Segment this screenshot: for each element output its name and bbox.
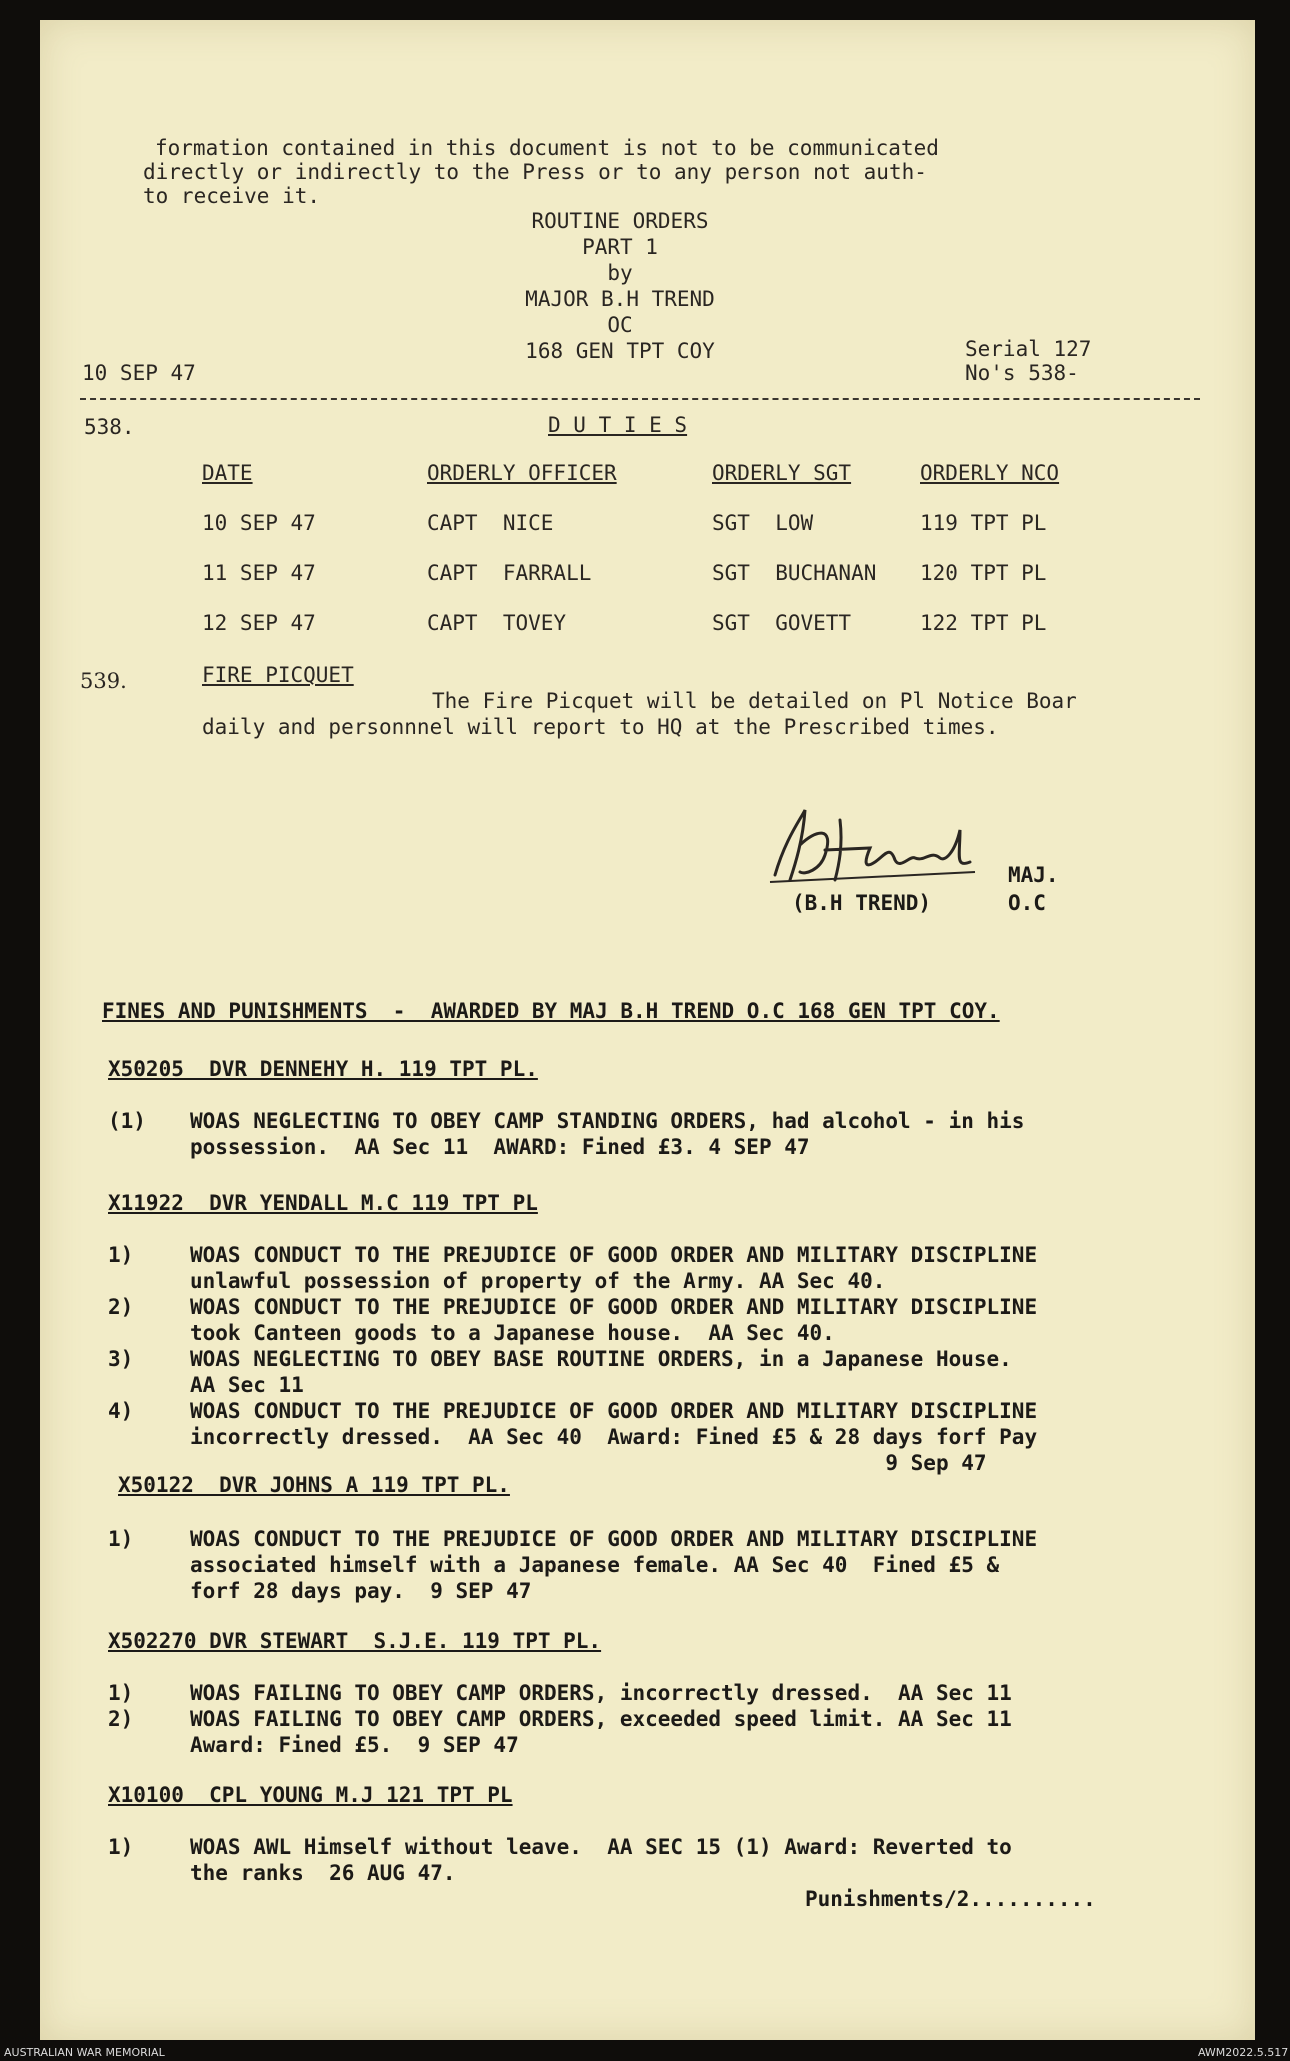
duties-cell: 119 TPT PL [920, 511, 1047, 535]
serial-number: Serial 127 [965, 337, 1092, 361]
fines-line-text: possession. AA Sec 11 AWARD: Fined £3. 4 SEP 47 [190, 1135, 810, 1159]
fines-line-text: incorrectly dressed. AA Sec 40 Award: Fined £5 & 28 days forf Pay [190, 1425, 1038, 1449]
fines-line-num: 4) [108, 1399, 134, 1423]
duties-title: D U T I E S [548, 413, 688, 437]
document-sheet [40, 20, 1255, 2040]
fines-line-num: (1) [108, 1109, 146, 1133]
security-line-1: formation contained in this document is not to be communicated [155, 136, 939, 160]
duties-col-officer: ORDERLY OFFICER [427, 461, 617, 485]
duties-col-sgt: ORDERLY SGT [712, 461, 852, 485]
fines-line-text: WOAS CONDUCT TO THE PREJUDICE OF GOOD ORDER AND MILITARY DISCIPLINE [190, 1527, 1038, 1551]
duties-cell: SGT GOVETT [712, 611, 852, 635]
continuation-note: Punishments/2.......... [805, 1887, 1096, 1911]
title-line: by [607, 261, 633, 285]
fines-entry-header: X502270 DVR STEWART S.J.E. 119 TPT PL. [108, 1629, 602, 1653]
fines-line-text: WOAS AWL Himself without leave. AA SEC 15 (1) Award: Reverted to [190, 1835, 1012, 1859]
title-line: PART 1 [582, 235, 658, 259]
fines-line-text: Award: Fined £5. 9 SEP 47 [190, 1733, 519, 1757]
fines-line-num: 1) [108, 1681, 134, 1705]
duties-cell: 10 SEP 47 [202, 511, 316, 535]
fines-line-text: WOAS FAILING TO OBEY CAMP ORDERS, exceeded speed limit. AA Sec 11 [190, 1707, 1012, 1731]
fines-line-text: WOAS CONDUCT TO THE PREJUDICE OF GOOD ORDER AND MILITARY DISCIPLINE [190, 1295, 1038, 1319]
fines-line-text: WOAS NEGLECTING TO OBEY BASE ROUTINE ORDERS, in a Japanese House. [190, 1347, 1012, 1371]
title-line: 168 GEN TPT COY [525, 339, 715, 363]
fines-line-text: WOAS CONDUCT TO THE PREJUDICE OF GOOD ORDER AND MILITARY DISCIPLINE [190, 1399, 1038, 1423]
fines-line-text: WOAS NEGLECTING TO OBEY CAMP STANDING ORDERS, had alcohol - in his [190, 1109, 1025, 1133]
fines-line-num: 1) [108, 1243, 134, 1267]
signature-rank: MAJ. [1008, 863, 1059, 887]
fines-line-text: AA Sec 11 [190, 1373, 304, 1397]
duties-cell: CAPT NICE [427, 511, 554, 535]
fines-line-text: WOAS FAILING TO OBEY CAMP ORDERS, incorrectly dressed. AA Sec 11 [190, 1681, 1012, 1705]
duties-col-nco: ORDERLY NCO [920, 461, 1060, 485]
signature-role: O.C [1008, 891, 1046, 915]
title-line: ROUTINE ORDERS [531, 209, 709, 233]
divider-line [80, 398, 1200, 400]
fines-line-text: forf 28 days pay. 9 SEP 47 [190, 1579, 532, 1603]
handwritten-signature [755, 800, 1015, 890]
fines-line-text: took Canteen goods to a Japanese house. AA Sec 40. [190, 1321, 835, 1345]
fines-line-text: the ranks 26 AUG 47. [190, 1861, 456, 1885]
footer-right: AWM2022.5.517 [1198, 2046, 1289, 2059]
security-line-2: directly or indirectly to the Press or to any person not auth- [143, 160, 927, 184]
fines-line-text: 9 Sep 47 [190, 1451, 987, 1475]
duties-cell: SGT BUCHANAN [712, 561, 877, 585]
fines-line-text: WOAS CONDUCT TO THE PREJUDICE OF GOOD ORDER AND MILITARY DISCIPLINE [190, 1243, 1038, 1267]
duties-col-date: DATE [202, 461, 253, 485]
footer-left: AUSTRALIAN WAR MEMORIAL [4, 2046, 165, 2059]
fire-picquet-line-1: The Fire Picquet will be detailed on Pl Notice Boar [432, 689, 1077, 713]
duties-number: 538. [84, 415, 135, 439]
fines-line-num: 1) [108, 1835, 134, 1859]
fire-picquet-line-2: daily and personnnel will report to HQ at the Prescribed times. [202, 715, 999, 739]
duties-cell: 11 SEP 47 [202, 561, 316, 585]
security-line-3: to receive it. [143, 184, 321, 208]
fines-entry-header: X50205 DVR DENNEHY H. 119 TPT PL. [108, 1057, 538, 1081]
fines-entry-header: X11922 DVR YENDALL M.C 119 TPT PL [108, 1191, 538, 1215]
fines-line-num: 2) [108, 1707, 134, 1731]
fines-line-num: 3) [108, 1347, 134, 1371]
order-date: 10 SEP 47 [82, 361, 196, 385]
order-numbers: No's 538- [965, 361, 1079, 385]
title-line: OC [607, 313, 633, 337]
duties-cell: CAPT TOVEY [427, 611, 567, 635]
fines-heading: FINES AND PUNISHMENTS - AWARDED BY MAJ B.H TREND O.C 168 GEN TPT COY. [102, 999, 1000, 1023]
duties-cell: SGT LOW [712, 511, 814, 535]
fire-picquet-number: 539. [80, 669, 127, 693]
fines-line-num: 2) [108, 1295, 134, 1319]
fines-entry-header: X10100 CPL YOUNG M.J 121 TPT PL [108, 1783, 513, 1807]
fines-line-text: unlawful possession of property of the Army. AA Sec 40. [190, 1269, 886, 1293]
fire-picquet-title: FIRE PICQUET [202, 663, 354, 687]
title-line: MAJOR B.H TREND [525, 287, 715, 311]
title-block [420, 208, 820, 364]
duties-cell: 120 TPT PL [920, 561, 1047, 585]
duties-cell: 122 TPT PL [920, 611, 1047, 635]
duties-cell: CAPT FARRALL [427, 561, 592, 585]
fines-line-text: associated himself with a Japanese female. AA Sec 40 Fined £5 & [190, 1553, 1000, 1577]
signature-name: (B.H TREND) [792, 891, 932, 915]
fines-entry-header: X50122 DVR JOHNS A 119 TPT PL. [118, 1473, 510, 1497]
fines-line-num: 1) [108, 1527, 134, 1551]
duties-cell: 12 SEP 47 [202, 611, 316, 635]
